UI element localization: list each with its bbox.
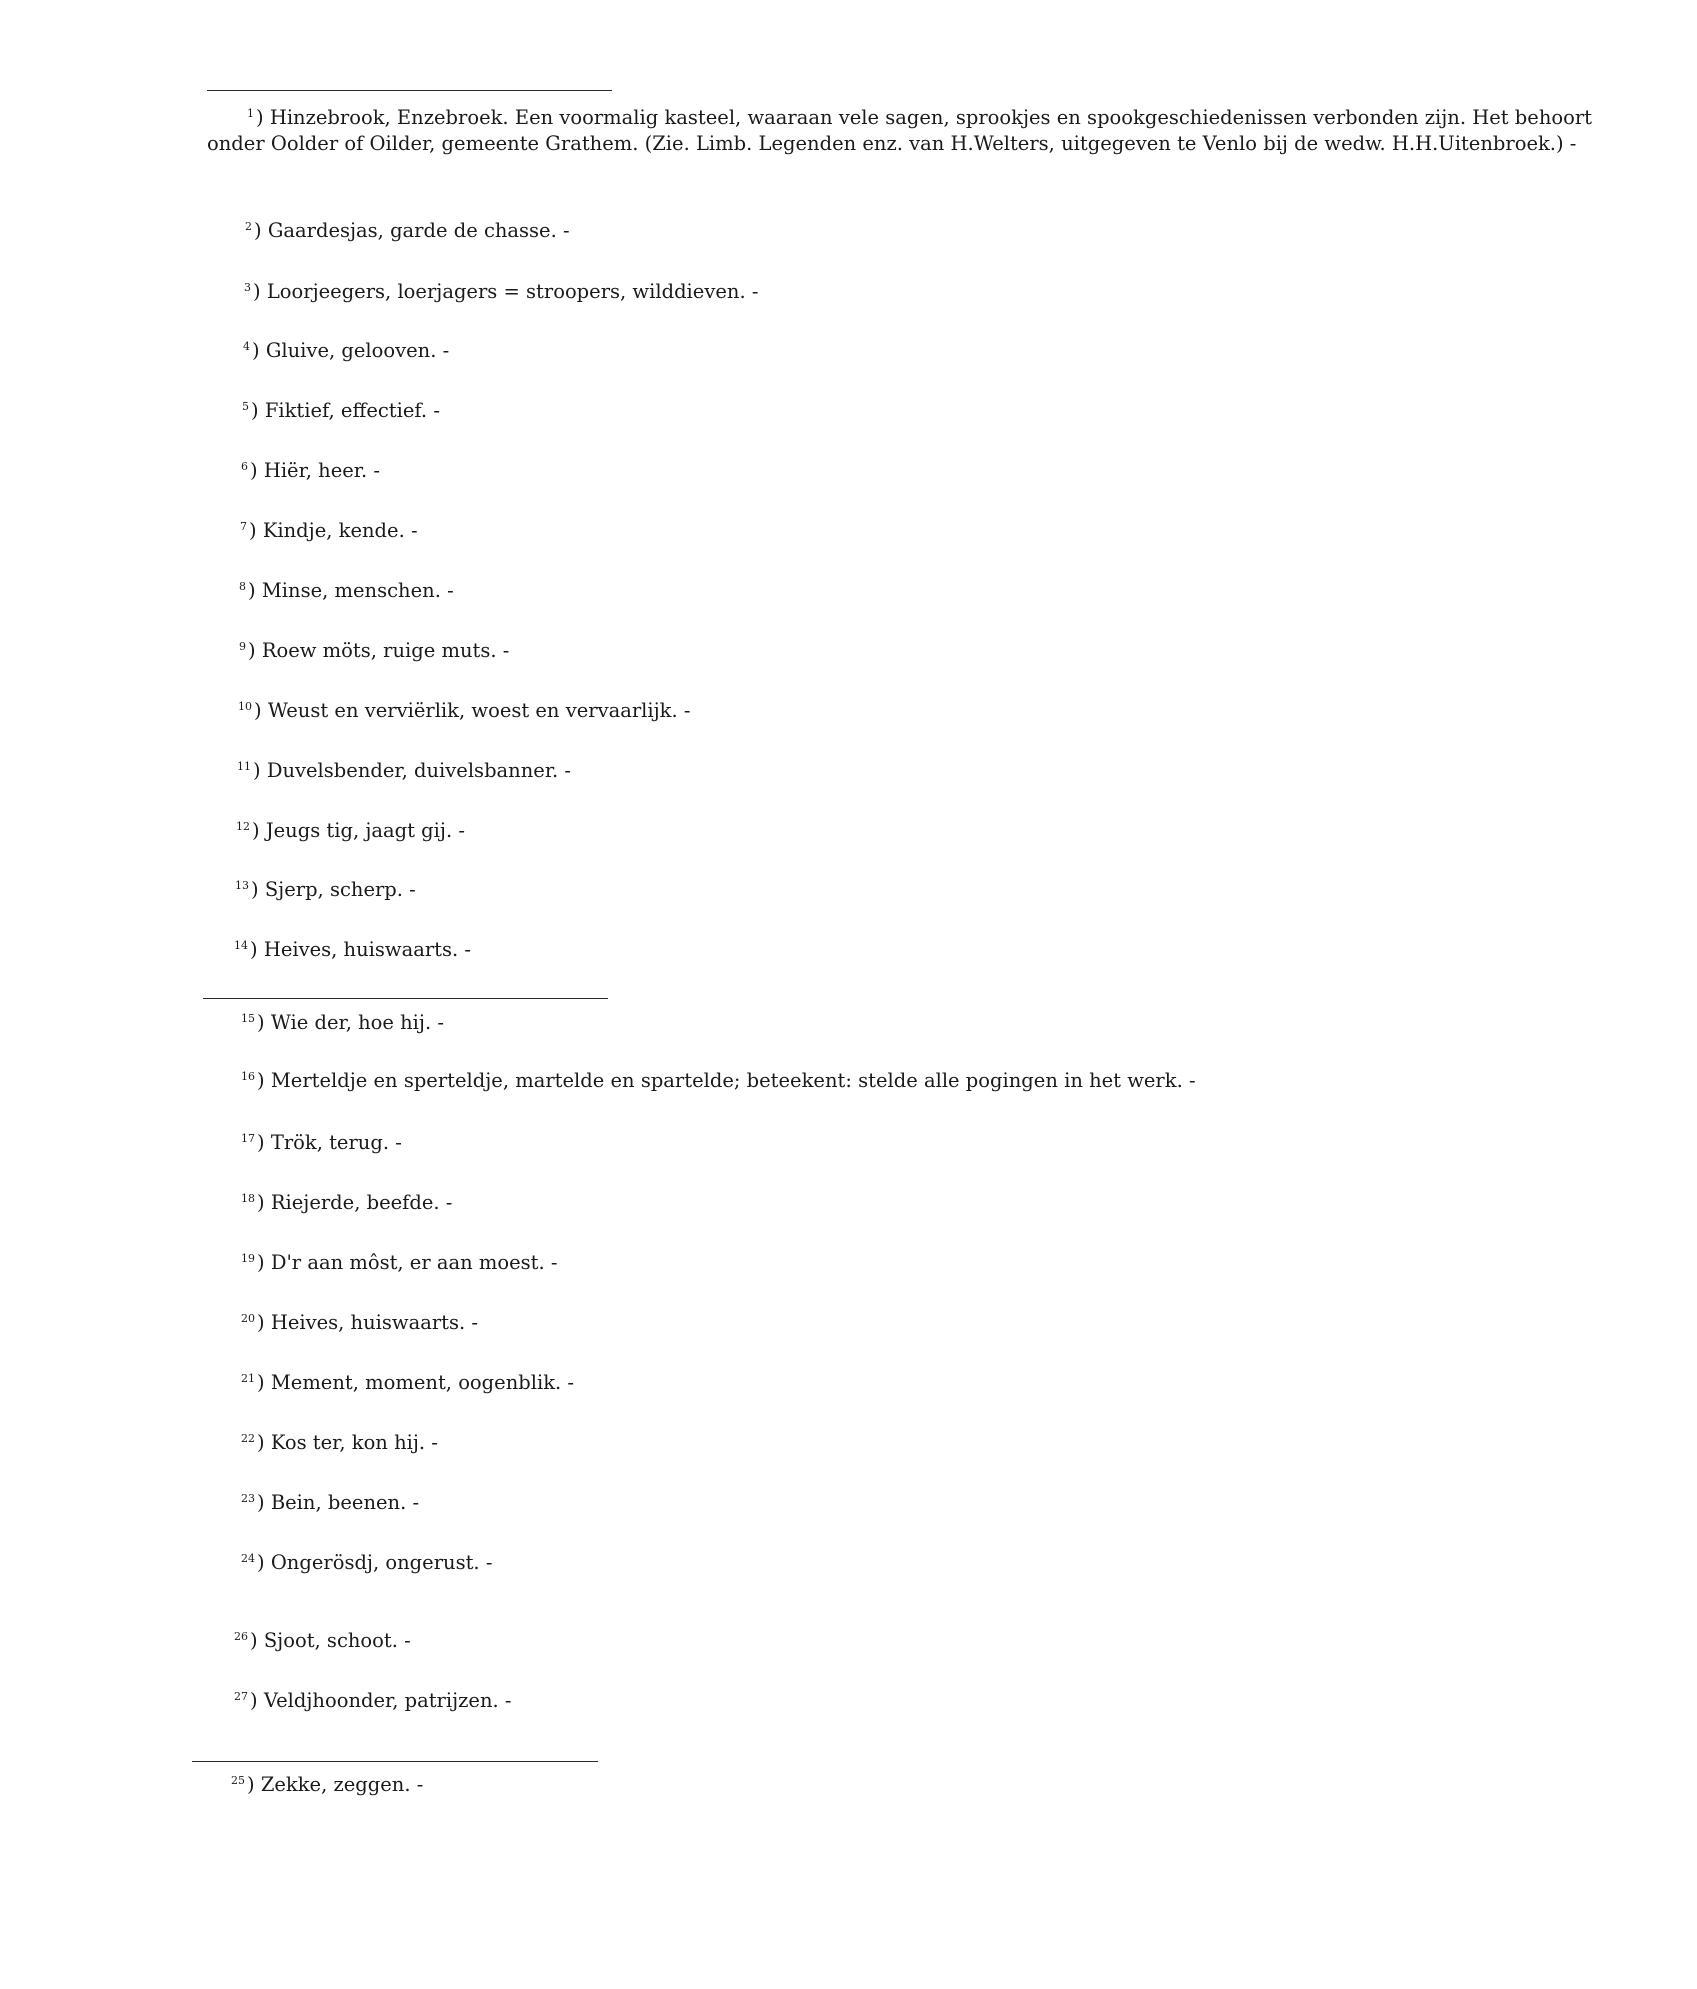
footnote-number: 15 (241, 1012, 255, 1025)
footnote-text: Hinzebrook, Enzebroek. Een voormalig kasteel, waaraan vele sagen, sprookjes en spookgeschiedenissen verbonden zijn. Het behoort (269, 106, 1593, 129)
footnote-text: Sjerp, scherp. - (264, 878, 416, 901)
footnote-number: 23 (241, 1492, 255, 1505)
footnote-5: $^5$ ) Fiktief, effectief. - (242, 399, 440, 422)
footnote-12: $^{12}$ ) Jeugs tig, jaagt gij. - (236, 819, 465, 842)
footnote-number: 18 (241, 1192, 255, 1205)
footnote-number: 5 (242, 400, 249, 413)
footnote-text: Zekke, zeggen. - (260, 1773, 424, 1796)
footnote-number: 26 (234, 1630, 248, 1643)
footnote-25: $^{25}$ ) Zekke, zeggen. - (231, 1773, 424, 1796)
footnote-text: Merteldje en sperteldje, martelde en spartelde; beteekent: stelde alle pogingen in het werk. - (270, 1069, 1196, 1092)
footnote-text: Heives, huiswaarts. - (270, 1311, 479, 1334)
footnote-text: Kindje, kende. - (262, 519, 418, 542)
footnote-number: 2 (245, 220, 252, 233)
footnote-number: 20 (241, 1312, 255, 1325)
footnote-26: $^{26}$ ) Sjoot, schoot. - (234, 1629, 411, 1652)
footnote-separator-rule (203, 998, 608, 999)
footnote-19: $^{19}$ ) D'r aan môst, er aan moest. - (241, 1251, 558, 1274)
footnote-8: $^8$ ) Minse, menschen. - (239, 579, 454, 602)
footnote-number: 4 (243, 340, 250, 353)
footnote-7: $^7$ ) Kindje, kende. - (240, 519, 418, 542)
footnote-text: Bein, beenen. - (270, 1491, 420, 1514)
footnote-number: 16 (241, 1070, 255, 1083)
footnote-number: 22 (241, 1432, 255, 1445)
footnote-number: 21 (241, 1372, 255, 1385)
footnote-text: Heives, huiswaarts. - (263, 938, 472, 961)
footnote-text: Duvelsbender, duivelsbanner. - (266, 759, 571, 782)
footnote-20: $^{20}$ ) Heives, huiswaarts. - (241, 1311, 479, 1334)
footnote-text: Riejerde, beefde. - (270, 1191, 453, 1214)
footnote-4: $^4$ ) Gluive, gelooven. - (243, 339, 450, 362)
footnote-number: 3 (244, 281, 251, 294)
footnote-separator-rule (207, 90, 612, 91)
footnote-17: $^{17}$ ) Trök, terug. - (241, 1131, 402, 1154)
footnote-9: $^9$ ) Roew möts, ruige muts. - (239, 639, 510, 662)
footnote-1: $^1$ ) Hinzebrook, Enzebroek. Een voormalig kasteel, waaraan vele sagen, sprookjes en spookgeschiedenissen verbonden zijn. Het behoort onder Oolder of Oilder, gemeente Grathem. (Zie. Limb. Legenden enz. van H.Welters, uitgegeven te Venlo bij de wedw. H.H.Uitenbroek.) - (207, 106, 1593, 155)
footnote-text: Roew möts, ruige muts. - (261, 639, 510, 662)
footnote-15: $^{15}$ ) Wie der, hoe hij. - (241, 1011, 444, 1034)
footnote-number: 14 (234, 939, 248, 952)
footnote-18: $^{18}$ ) Riejerde, beefde. - (241, 1191, 453, 1214)
footnote-text: Fiktief, effectief. - (264, 399, 440, 422)
footnote-16: $^{16}$ ) Merteldje en sperteldje, martelde en spartelde; beteekent: stelde alle pogingen in het werk. - (241, 1069, 1196, 1092)
footnote-number: 19 (241, 1252, 255, 1265)
footnote-text: Mement, moment, oogenblik. - (270, 1371, 575, 1394)
footnote-number: 9 (239, 640, 246, 653)
footnote-number: 17 (241, 1132, 255, 1145)
footnote-number: 6 (241, 460, 248, 473)
footnote-27: $^{27}$ ) Veldjhoonder, patrijzen. - (234, 1689, 512, 1712)
footnote-number: 8 (239, 580, 246, 593)
footnote-text: Trök, terug. - (270, 1131, 402, 1154)
footnote-text: onder Oolder of Oilder, gemeente Grathem. (Zie. Limb. Legenden enz. van H.Welters, uitgegeven te Venlo bij de wedw. H.H.Uitenbroek.) - (207, 132, 1577, 155)
footnote-number: 7 (240, 520, 247, 533)
footnote-text: Kos ter, kon hij. - (270, 1431, 438, 1454)
footnote-text: Gaardesjas, garde de chasse. - (267, 219, 570, 242)
footnote-text: Gluive, gelooven. - (265, 339, 450, 362)
footnote-number: 12 (236, 820, 250, 833)
footnote-number: 24 (241, 1552, 255, 1565)
footnote-14: $^{14}$ ) Heives, huiswaarts. - (234, 938, 472, 961)
footnote-13: $^{13}$ ) Sjerp, scherp. - (235, 878, 416, 901)
footnote-text: Minse, menschen. - (261, 579, 454, 602)
footnote-text: Jeugs tig, jaagt gij. - (265, 819, 465, 842)
footnote-text: Veldjhoonder, patrijzen. - (263, 1689, 512, 1712)
footnote-separator-rule (192, 1761, 598, 1762)
footnote-number: 13 (235, 879, 249, 892)
footnote-text: Weust en verviërlik, woest en vervaarlijk. - (267, 699, 691, 722)
footnote-number: 25 (231, 1774, 245, 1787)
footnote-text: Wie der, hoe hij. - (270, 1011, 444, 1034)
footnote-text: Loorjeegers, loerjagers = stroopers, wilddieven. - (266, 280, 759, 303)
footnote-11: $^{11}$ ) Duvelsbender, duivelsbanner. - (237, 759, 571, 782)
footnote-number: 1 (247, 107, 254, 120)
footnote-text: Ongerösdj, ongerust. - (270, 1551, 493, 1574)
footnote-text: Sjoot, schoot. - (263, 1629, 411, 1652)
footnote-number: 10 (238, 700, 252, 713)
footnote-24: $^{24}$ ) Ongerösdj, ongerust. - (241, 1551, 493, 1574)
footnote-text: D'r aan môst, er aan moest. - (270, 1251, 558, 1274)
footnote-text: Hiër, heer. - (263, 459, 380, 482)
footnote-21: $^{21}$ ) Mement, moment, oogenblik. - (241, 1371, 575, 1394)
footnote-number: 11 (237, 760, 251, 773)
footnote-2: $^2$ ) Gaardesjas, garde de chasse. - (245, 219, 570, 242)
footnote-number: 27 (234, 1690, 248, 1703)
footnote-6: $^6$ ) Hiër, heer. - (241, 459, 380, 482)
footnote-22: $^{22}$ ) Kos ter, kon hij. - (241, 1431, 438, 1454)
footnote-10: $^{10}$ ) Weust en verviërlik, woest en vervaarlijk. - (238, 699, 691, 722)
footnote-3: $^3$ ) Loorjeegers, loerjagers = stroopers, wilddieven. - (244, 280, 759, 303)
footnote-23: $^{23}$ ) Bein, beenen. - (241, 1491, 420, 1514)
